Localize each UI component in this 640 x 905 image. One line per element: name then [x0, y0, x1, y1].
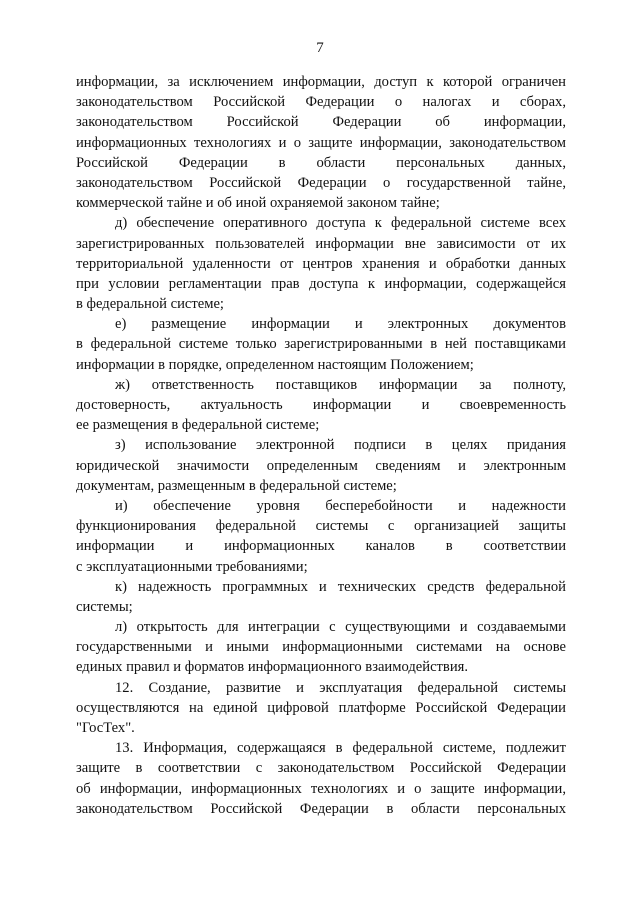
- text-line: ж) ответственность поставщиков информации за полноту,: [115, 376, 566, 393]
- text-line: системы;: [76, 598, 133, 615]
- text-line: 12. Создание, развитие и эксплуатация федеральной системы: [115, 679, 566, 696]
- text-line: защите в соответствии с законодательством Российской Федерации: [76, 760, 566, 777]
- document-body: [76, 72, 566, 819]
- text-line: з) использование электронной подписи в целях придания: [115, 437, 566, 454]
- text-line: достоверность, актуальность информации и своевременность: [76, 397, 566, 413]
- text-line: к) надежность программных и технических средств федеральной: [115, 578, 566, 595]
- text-line: законодательством Российской Федерации о налогах и сборах,: [76, 94, 566, 111]
- text-line: информации и информационных каналов в соответствии: [76, 538, 566, 555]
- text-line: информации в порядке, определенном настоящим Положением;: [76, 356, 474, 373]
- text-line: в федеральной системе;: [76, 296, 224, 313]
- text-line: информационных технологиях и о защите информации, законодательством: [76, 134, 566, 151]
- text-line: Российской Федерации в области персональных данных,: [76, 154, 566, 171]
- text-line: законодательством Российской Федерации об информации,: [76, 114, 566, 131]
- text-line: при условии регламентации прав доступа к информации, содержащейся: [76, 275, 566, 292]
- text-line: с эксплуатационными требованиями;: [76, 558, 308, 575]
- text-line: ее размещения в федеральной системе;: [76, 417, 320, 434]
- text-line: коммерческой тайне и об иной охраняемой законом тайне;: [76, 195, 440, 212]
- text-line: "ГосТех".: [76, 720, 135, 736]
- text-line: законодательством Российской Федерации в области персональных: [76, 800, 566, 817]
- text-line: л) открытость для интеграции с существующими и создаваемыми: [115, 619, 566, 636]
- text-line: территориальной удаленности от центров хранения и обработки данных: [76, 255, 566, 272]
- text-line: зарегистрированных пользователей информации вне зависимости от их: [76, 235, 566, 252]
- page-number: 7: [316, 40, 324, 56]
- text-line: государственными и иными информационными системами на основе: [76, 639, 566, 656]
- text-line: 13. Информация, содержащаяся в федеральной системе, подлежит: [115, 740, 566, 757]
- text-line: е) размещение информации и электронных документов: [115, 316, 566, 333]
- text-line: об информации, информационных технологиях и о защите информации,: [76, 780, 566, 797]
- text-line: единых правил и форматов информационного взаимодействия.: [76, 659, 468, 676]
- text-line: и) обеспечение уровня бесперебойности и надежности: [115, 497, 566, 514]
- text-line: в федеральной системе только зарегистрированными в ней поставщиками: [76, 336, 566, 353]
- text-line: юридической значимости определенным сведениям и электронным: [76, 457, 566, 474]
- text-line: документам, размещенным в федеральной системе;: [76, 477, 397, 494]
- text-line: д) обеспечение оперативного доступа к федеральной системе всех: [115, 215, 566, 232]
- text-line: информации, за исключением информации, доступ к которой ограничен: [76, 74, 566, 90]
- text-line: осуществляются на единой цифровой платформе Российской Федерации: [76, 699, 566, 716]
- text-line: законодательством Российской Федерации о государственной тайне,: [76, 174, 566, 191]
- text-line: функционирования федеральной системы с организацией защиты: [76, 518, 566, 535]
